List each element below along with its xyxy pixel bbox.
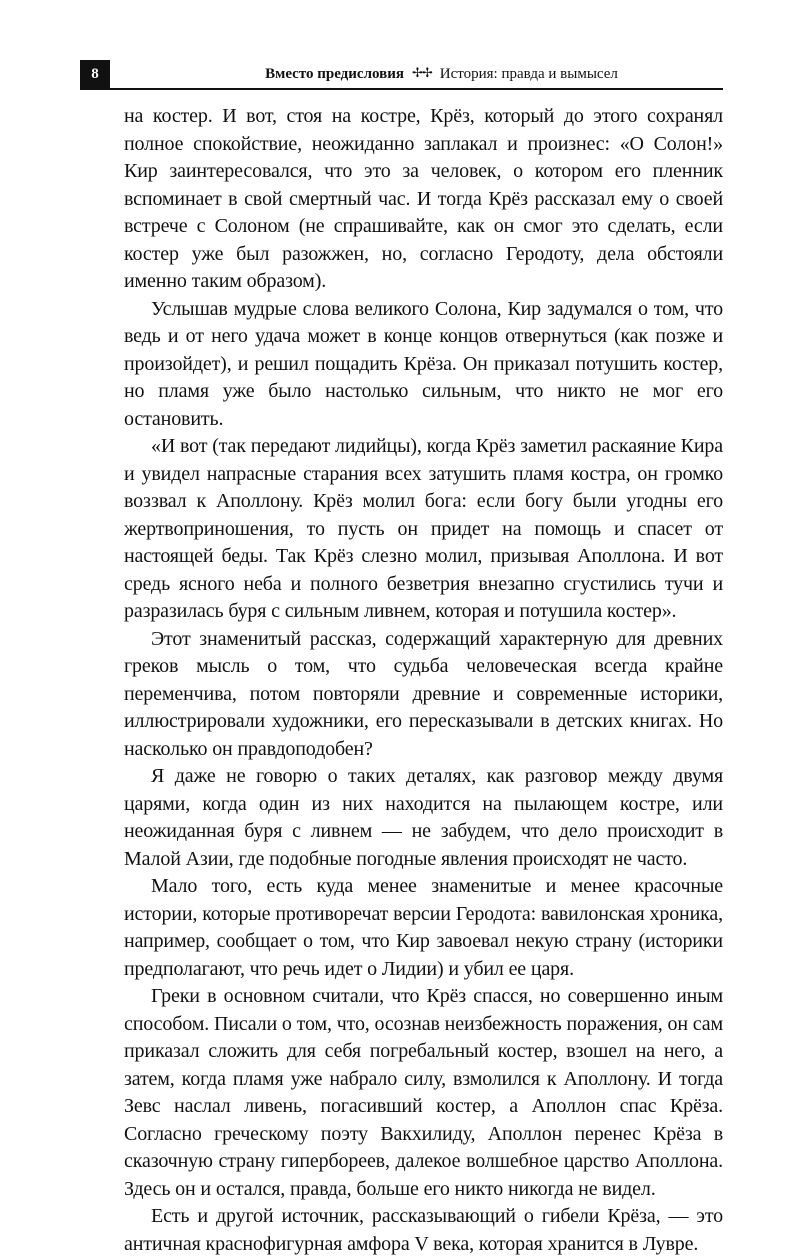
running-header bbox=[80, 60, 723, 90]
paragraph: Мало того, есть куда менее знаменитые и менее красочные истории, которые противоречат версии Геродота: вавилонская хроника, например, сообщает о том, что Кир завоевал некую страну (историки предполагают, что речь идет о Лидии) и убил ее царя. bbox=[124, 875, 723, 980]
running-head-title bbox=[170, 63, 713, 84]
ornament-icon: ✢✢ bbox=[411, 65, 432, 80]
paragraph: Есть и другой источник, рассказывающий о гибели Крёза, — это античная краснофигурная амфора V века, которая хранится в Лувре. bbox=[124, 1205, 723, 1255]
paragraph: Я даже не говорю о таких деталях, как разговор между двумя царями, когда один из них находится на пылающем костре, или неожиданная буря с ливнем — не забудем, что дело происходит в Малой Азии, где подобные погодные явления происходят не часто. bbox=[124, 765, 723, 870]
paragraph-continuation: на костер. И вот, стоя на костре, Крёз, который до этого сохранял полное спокойствие, неожиданно заплакал и произнес: «О Солон!» Кир заинтересовался, что это за человек, о котором его пленник вспоминает в свой смертный час. И тогда Крёз рассказал ему о своей встрече с Солоном (не спрашивайте, как он смог это сделать, если костер уже был разожжен, но, согласно Геродоту, дела обстояли именно таким образом). bbox=[124, 105, 723, 292]
paragraph: Услышав мудрые слова великого Солона, Кир задумался о том, что ведь и от него удача может в конце концов отвернуться (как позже и произойдет), и решил пощадить Крёза. Он приказал потушить костер, но пламя уже было настолько сильным, что никто не мог его остановить. bbox=[124, 297, 723, 430]
page-body bbox=[124, 103, 723, 1258]
section-title: История: правда и вымысел bbox=[439, 66, 618, 82]
page-number: 8 bbox=[80, 60, 110, 88]
paragraph: Греки в основном считали, что Крёз спасся, но совершенно иным способом. Писали о том, что, осознав неизбежность поражения, он сам приказал сложить для себя погребальный костер, взошел на него, а затем, когда пламя уже набрало силу, взмолился к Аполлону. И тогда Зевс наслал ливень, погасивший костер, а Аполлон спас Крёза. Согласно греческому поэту Вакхилиду, Аполлон перенес Крёза в сказочную страну гипербореев, далекое волшебное царство Аполлона. Здесь он и остался, правда, больше его никто никогда не видел. bbox=[124, 985, 723, 1200]
paragraph: «И вот (так передают лидийцы), когда Крёз заметил раскаяние Кира и увидел напрасные старания всех затушить пламя костра, он громко воззвал к Аполлону. Крёз молил бога: если богу были угодны его жертвоприношения, то пусть он придет на помощь и спасет от настоящей беды. Так Крёз слезно молил, призывая Аполлона. И вот средь ясного неба и полного безветрия внезапно сгустились тучи и разразилась буря с сильным ливнем, которая и потушила костер». bbox=[124, 435, 723, 622]
chapter-title: Вместо предисловия bbox=[265, 66, 404, 82]
paragraph: Этот знаменитый рассказ, содержащий характерную для древних греков мысль о том, что судьба человеческая всегда крайне переменчива, потом повторяли древние и современные историки, иллюстрировали художники, его пересказывали в детских книгах. Но насколько он правдоподобен? bbox=[124, 627, 723, 760]
